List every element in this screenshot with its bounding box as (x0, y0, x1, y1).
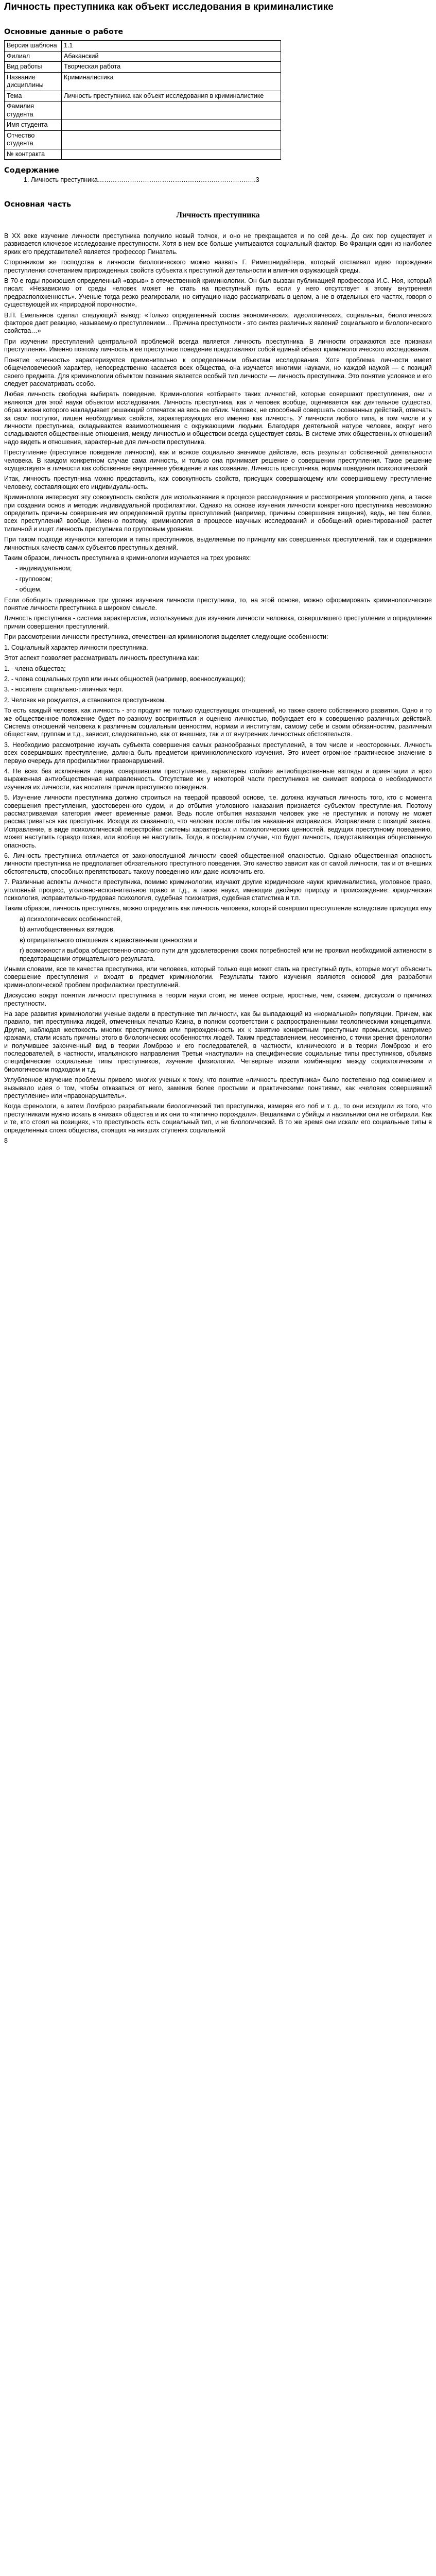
paragraph: Итак, личность преступника можно представить, как совокупность свойств, присущих совершающему или совершившему преступление человеку, составляющих его индивидуальность. (4, 475, 432, 490)
paragraph: b) антиобщественных взглядов, (20, 926, 115, 934)
paragraph: г) возможности выбора общественно-опасного пути для удовлетворения своих потребностей или не проявил необходимой активности в предотвращении отрицательного результата. (20, 947, 432, 962)
paragraph: 7. Различные аспекты личности преступника, помимо криминологии, изучают другие юридические науки: криминалистика, уголовное право, уголовный процесс, уголовно-исполнительное право и т.д., а также науки, имеющие двойную природу и происхождение: юридическая психология, исправительно-трудовая психология, судебная психиатрия, судебная статистика и т.п. (4, 878, 432, 902)
info-row (5, 130, 281, 149)
document-title: Личность преступника как объект исследования в криминалистике (4, 2, 334, 12)
info-label: Филиал (5, 51, 62, 62)
info-row (5, 120, 281, 131)
paragraph: Этот аспект позволяет рассматривать личность преступника как: (4, 654, 199, 662)
info-label: № контракта (5, 149, 62, 160)
info-row (5, 91, 281, 101)
chapter-title: Личность преступника (176, 211, 260, 219)
info-value (62, 149, 281, 160)
basic-info-heading: Основные данные о работе (4, 28, 124, 36)
paragraph: При таком подходе изучаются категории и типы преступников, выделяемые по принципу как совершенных преступлений, так и содержания личностных качеств самих субъектов преступных деяний. (4, 536, 432, 551)
paragraph: Таким образом, личность преступника в криминологии изучается на трех уровнях: (4, 554, 251, 562)
info-row (5, 41, 281, 52)
paragraph: - групповом; (15, 575, 53, 583)
main-part-heading: Основная часть (4, 200, 72, 209)
info-label: Название дисциплины (5, 72, 62, 91)
paragraph: Углубленное изучение проблемы привело многих ученых к тому, что понятие «личность преступника» было постепенно под сомнением и вызывало идея о том, чтобы отказаться от него, заменив более простыми и практическими понятиями, как «человек совершивший преступление» или «правонарушитель». (4, 1076, 432, 1099)
paragraph: То есть каждый человек, как личность - это продукт не только существующих отношений, но также своего собственного развития. Одно и то же общественное положение будет по-разному восприняться и оценено личностью, побуждает его к совершению различных действий. Система отношений человека к различным социальным ценностям, нормам и институтам, самому себе и своим обязанностям, различным обществам, группам и т.д., зависит, следовательно, как от внешних, так и от внутренних личностных обстоятельств. (4, 707, 432, 738)
paragraph: Любая личность свободна выбирать поведение. Криминология «отбирает» таких личностей, которые совершают преступления, они и являются для этой науки объектом исследования. Личность преступника, как и человек вообще, оценивается как деятельное существо, образ жизни которого накладывает решающий отпечаток на весь ее облик. Человек, не способный совершать осознанных действий, отвечать за свои поступки, лишен необходимых свойств, характеризующих его именно как личность. У личности любого типа, в том числе и у личности преступника, складываются взаимоотношения с окружающими людьми. Благодаря деятельной натуре человек, вокруг него складываются общественные отношения, между личностью и обществом всегда существует связь. В системе этих общественных отношений надо видеть и отношения, характерные для личности преступника. (4, 391, 432, 446)
info-row (5, 62, 281, 73)
paragraph: В XX веке изучение личности преступника получило новый толчок, и оно не прекращается и по сей день. До сих пор существует и развивается ключевое исследование преступности. Хотя в нем все больше учитываются социальный фактор. Во Франции один из наиболее ярких его представителей является профессор Пинатель. (4, 232, 432, 256)
info-label: Фамилия студента (5, 101, 62, 120)
paragraph: Криминолога интересует эту совокупность свойств для использования в процессе расследования и рассмотрения уголовного дела, а также при создании основ и методик индивидуальной профилактики. Однако на основе изучения личности конкретного преступника невозможно определить причины совершения им определенной группы преступлений (например, причины совершения хищения), ведь, не тем более, всех преступлений вообще. Именно поэтому, криминология в процессе научных исследований и обобщений ориентированной растет типичной и ищет личность преступника по групповым уровням. (4, 494, 432, 533)
info-value: Личность преступника как объект исследования в криминалистике (62, 91, 281, 101)
paragraph: - индивидуальном; (15, 565, 72, 572)
info-value (62, 101, 281, 120)
paragraph: Если обобщить приведенные три уровня изучения личности преступника, то, на этой основе, можно сформировать криминологическое понятие личности преступника в широком смысле. (4, 596, 432, 612)
info-value (62, 120, 281, 131)
paragraph: 2. - члена социальных групп или иных общностей (например, военнослужащих); (4, 675, 246, 683)
info-value: Творческая работа (62, 62, 281, 73)
paragraph: 4. Не всех без исключения лицам, совершившим преступление, характерны стойкие антиобщественные взгляды и ориентации и ярко выраженная антиобщественная направленность. Отсутствие их у некоторой части преступников не снимает вопроса о необходимости изучения их личности, как носителя причин преступного поведения. (4, 767, 432, 791)
paragraph: При рассмотрении личности преступника, отечественная криминология выделяет следующие особенности: (4, 633, 328, 641)
paragraph: 1. Социальный характер личности преступника. (4, 643, 148, 651)
page-number: 8 (4, 1137, 8, 1145)
paragraph: Таким образом, личность преступника, можно определить как личность человека, который совершил преступление вследствие присущих ему (4, 905, 432, 912)
paragraph: При изучении преступлений центральной проблемой всегда является личность преступника. В личности отражаются все признаки преступления. Именно поэтому личность и её преступное поведение представляют собой единый объект криминологического исследования. (4, 337, 432, 353)
info-value (62, 130, 281, 149)
paragraph: Дискуссию вокруг понятия личности преступника в теории науки стоит, не менее острые, яростные, чем, скажем, дискуссии о причинах преступности. (4, 992, 432, 1007)
paragraph: 5. Изучение личности преступника должно строиться на твердой правовой основе, т.е. должна изучаться личность того, кто с момента совершения преступления, удостоверенного судом, и до отбытия уголовного наказания признается субъектом преступления. Поэтому рассматриваемая категория имеет временные рамки. Ведь после отбытия наказания человек уже не преступник и потому не может рассматриваться как преступник. Исходя из сказанного, что человек после отбытия наказания исправился. Исправление с позиций закона. Исправление, в виде психологической перестройки системы характерных и психологических ценностей, ведущих преступному поведению, может наступить гораздо позже, или вообще не наступить. Тогда, в последнем случае, что будет личность, представляющая общественную опасность. (4, 794, 432, 849)
info-label: Отчество студента (5, 130, 62, 149)
paragraph: В 70-е годы произошел определенный «взрыв» в отечественной криминологии. Он был вызван публикацией профессора И.С. Ноя, который писал: «Независимо от среды человек может не стать на преступный путь, если у него отсутствует к этому внутренняя предрасположенность». Ученые тогда резко реагировали, но ситуацию надо рассматривать в целом, а не в отдельных его частях, говоря о существующей их «природной порочности». (4, 277, 432, 309)
paragraph: 3. Необходимо рассмотрение изучать субъекта совершения самых разнообразных преступлений, в том числе и неосторожных. Личность всех совершивших преступление, должна быть предметом криминологического изучения. Это имеет огромное практическое значение в первую очередь для профилактики правонарушений. (4, 741, 432, 765)
paragraph: На заре развития криминологии ученые видели в преступнике тип личности, как бы выпадающий из «нормальной» популяции. Причем, как правило, тип преступника людей, отмеченных печатью Каина, в полном соответствии с распространенными теологическими концепциями. Другие, наблюдая жестокость многих преступников или прирожденность их к занятию конкретным преступным промыслом, например кражами, стали искать причины этого в биологических особенностях людей. Таким представлением, несомненно, с точки зрения френологии и получившее законченный вид в теории Ломброзо и его последователей, в частности, клинического и в теории Ломброзо и его последователей, в частности, итальянского направления Третьи «наступали» на специфические социальные типы преступников, объявив специфические социальные типы преступников, изучение физиологии. Четвертые искали комбинацию между социологическим и биологическим подходом и т.д. (4, 1010, 432, 1073)
paragraph: - общем. (15, 586, 42, 594)
paragraph: в) отрицательного отношения к нравственным ценностям и (20, 936, 198, 944)
work-info-table (4, 40, 281, 160)
paragraph: Сторонником же господства в личности биологического можно назвать Г. Римешнидейтера, который отстаивал идею порождения преступления сочетанием прирожденных свойств субъекта к преступной деятельности и влияния окружающей среды. (4, 259, 432, 274)
paragraph: 3. - носителя социально-типичных черт. (4, 686, 124, 693)
paragraph: 1. - члена общества; (4, 665, 66, 672)
paragraph: Личность преступника - система характеристик, используемых для изучения личности человека, совершившего преступление и определения причин совершения преступлений. (4, 615, 432, 630)
toc-item[interactable]: 1. Личность преступника………………………………………………………………..3 (24, 176, 259, 183)
info-label: Имя студента (5, 120, 62, 131)
paragraph: a) психологических особенностей, (20, 915, 123, 923)
info-value: Абаканский (62, 51, 281, 62)
paragraph: 2. Человек не рождается, а становится преступником. (4, 696, 166, 704)
paragraph: Преступление (преступное поведение личности), как и всякое социально значимое действие, есть результат собственной деятельности человека. В каждом конкретном случае сама личность, и только она принимает решение о совершении преступления. Такое решение «существует» в личности как собственное внутреннее убеждение и как сознание. Личность преступника, нормы поведения психологический (4, 449, 432, 472)
paragraph: 6. Личность преступника отличается от законопослушной личности своей общественной опасностью. Однако общественная опасность личности преступника не предполагает обязательного преступного поведения. Это качество зависит как от самой личности, так и от внешних обстоятельств, способных препятствовать такому поведению или даже исключить его. (4, 852, 432, 875)
info-value: Криминалистика (62, 72, 281, 91)
toc-heading: Содержание (4, 166, 59, 175)
paragraph: Понятие «личность» характеризуется применительно к определенным объектам исследования. Хотя проблема личности имеет общечеловеческий характер, непосредственно касается всех общества, она изучается многими науками, но каждой наукой — с позиций своего предмета. Для криминологии объектом познания является особый тип личности — личность преступника. Это понятие условное и его следует рассматривать особо. (4, 356, 432, 387)
info-row (5, 72, 281, 91)
info-label: Версия шаблона (5, 41, 62, 52)
info-value: 1.1 (62, 41, 281, 52)
info-row (5, 51, 281, 62)
paragraph: Иными словами, все те качества преступника, или человека, который только еще может стать на преступный путь, которые могут объяснить совершение преступления и входят в предмет криминологии. Результаты такого изучения являются основой для разработки криминологической проблем профилактики преступлений. (4, 965, 432, 989)
paragraph: В.П. Емельянов сделал следующий вывод: «Только определенный состав экономических, идеологических, социальных, биологических факторов дает реакцию, называемую преступлением… Причина преступности - это синтез различных явлений социального и биологического свойства…» (4, 311, 432, 335)
body-text (4, 232, 432, 1134)
info-label: Тема (5, 91, 62, 101)
info-row (5, 101, 281, 120)
info-label: Вид работы (5, 62, 62, 73)
paragraph: Когда френологи, а затем Ломброзо разрабатывали биологический тип преступника, измеряя его лоб и т. д., то они исходили из того, что преступниками нужно искать в «низах» общества и их они то «типично порождали». Вешалками с убийцы и насильники они не отбирали. Как и те, кто стоял на позициях, что преступность есть социальный тип, и не биологический. В то же время они искали его социальные типы в определенных слоях общества, стоящих на низших ступенях социальной (4, 1103, 432, 1134)
info-row (5, 149, 281, 160)
